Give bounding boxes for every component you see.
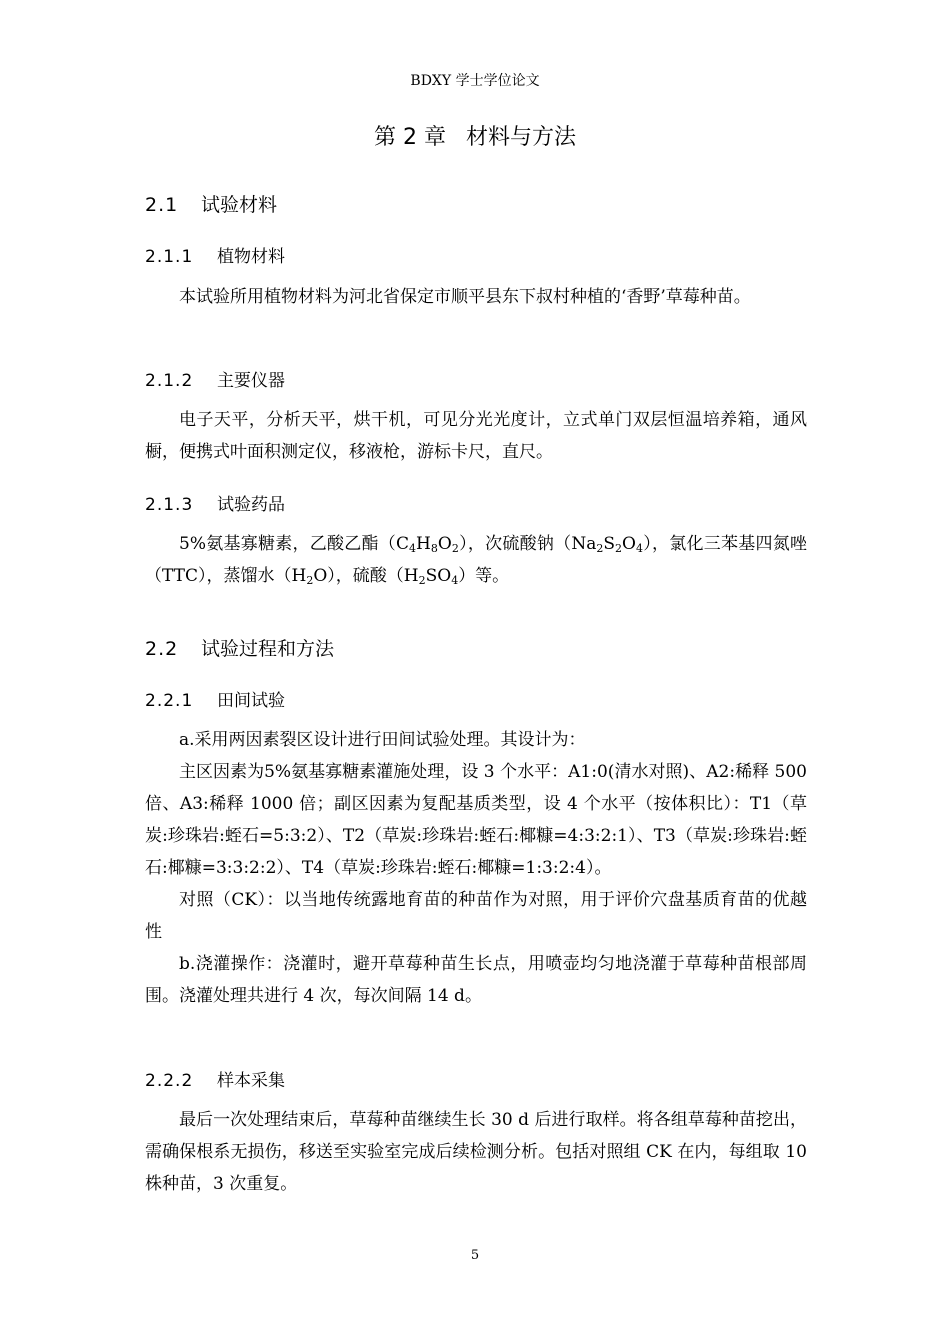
section-title: 试验药品 <box>217 495 285 515</box>
paragraph-sampling: 最后一次处理结束后，草莓种苗继续生长 30 d 后进行取样。将各组草莓种苗挖出，需确保根系无损伤，移送至实验室完成后续检测分析。包括对照组 CK 在内，每组取 10 株种苗，3 次重复。 <box>145 1110 807 1194</box>
section-number: 2.1.3 <box>145 495 194 515</box>
section-title: 试验材料 <box>201 194 278 216</box>
section-number: 2.1.2 <box>145 371 194 391</box>
section-title: 主要仪器 <box>217 371 285 391</box>
paragraph-design-intro: a.采用两因素裂区设计进行田间试验处理。其设计为： <box>179 730 586 750</box>
subsection-heading-2-1-1 <box>145 242 285 267</box>
subsection-heading-2-2-2 <box>145 1066 285 1091</box>
section-number: 2.1 <box>145 194 179 216</box>
paragraph-plant-material: 本试验所用植物材料为河北省保定市顺平县东下叔村种植的‘香野’草莓种苗。 <box>179 287 751 307</box>
section-title: 植物材料 <box>217 247 285 267</box>
section-title: 样本采集 <box>217 1071 285 1091</box>
paragraph-control: 对照（CK）：以当地传统露地育苗的种苗作为对照，用于评价穴盘基质育苗的优越性 <box>145 890 807 942</box>
chapter-name: 材料与方法 <box>465 125 576 150</box>
paragraph-field-trial <box>145 724 807 1012</box>
page-number: 5 <box>470 1248 480 1263</box>
paragraph-reagents: 5%氨基寡糖素，乙酸乙酯$(C_4H_8O_2)$，次硫酸钠$(Na_2S_2O_4)$，氯化三苯基四氮唑（TTC），蒸馏水$(H_2O)$，硫酸$(H_2SO_4)$等。 <box>145 534 808 587</box>
chapter-number: 第 2 章 <box>374 125 446 150</box>
paragraph-design-factors: 主区因素为5%氨基寡糖素灌施处理，设 3 个水平：A1:0(清水对照)、A2:稀释 500 倍、A3:稀释 1000 倍；副区因素为复配基质类型，设 4 个水平（按体积比）：T1（草炭:珍珠岩:蛭石=5:3:2）、T2（草炭:珍珠岩:蛭石:椰糠=4:3:2:1）、T3（草炭:珍珠岩:蛭石:椰糠=3:3:2:2）、T4（草炭:珍珠岩:蛭石:椰糠=1:3:2:4）。 <box>145 762 807 878</box>
section-number: 2.1.1 <box>145 247 194 267</box>
running-header: BDXY 学士学位论文 <box>410 73 540 89</box>
subsection-heading-2-1-3 <box>145 490 285 515</box>
chapter-title <box>0 120 950 151</box>
paragraph-instruments: 电子天平，分析天平，烘干机，可见分光光度计，立式单门双层恒温培养箱，通风橱，便携式叶面积测定仪，移液枪，游标卡尺，直尺。 <box>145 410 807 462</box>
section-number: 2.2.1 <box>145 691 194 711</box>
section-number: 2.2 <box>145 638 179 660</box>
section-title: 试验过程和方法 <box>201 638 335 660</box>
section-title: 田间试验 <box>217 691 285 711</box>
section-heading-2-1 <box>145 190 277 217</box>
subsection-heading-2-2-1 <box>145 686 285 711</box>
section-number: 2.2.2 <box>145 1071 194 1091</box>
subsection-heading-2-1-2 <box>145 366 285 391</box>
paragraph-irrigation: b.浇灌操作：浇灌时，避开草莓种苗生长点，用喷壶均匀地浇灌于草莓种苗根部周围。浇灌处理共进行 4 次，每次间隔 14 d。 <box>145 954 807 1006</box>
section-heading-2-2 <box>145 634 334 661</box>
